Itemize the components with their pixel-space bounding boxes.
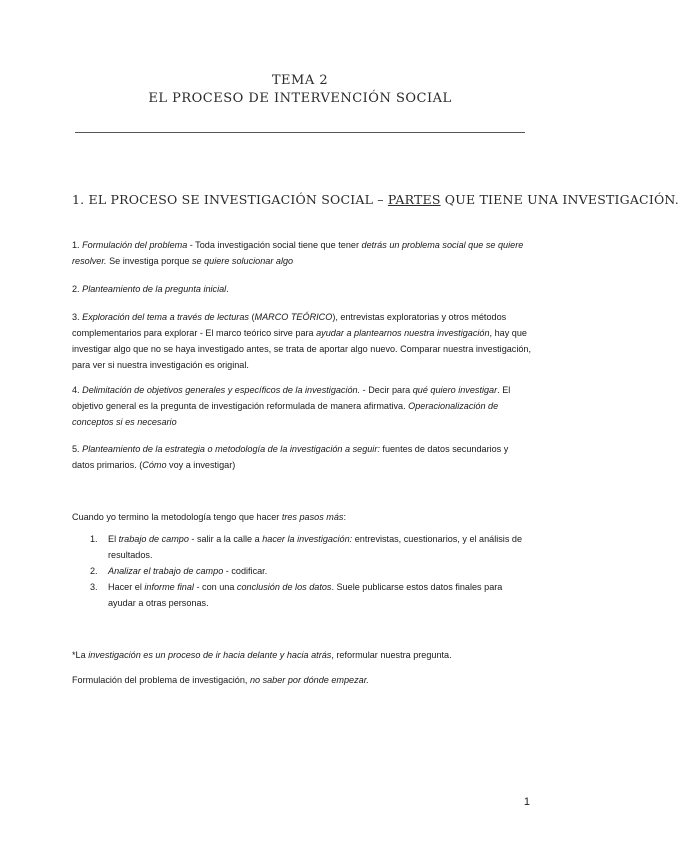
list-item <box>72 563 532 579</box>
list-item <box>72 579 532 611</box>
item-emphasis: qué quiero investigar <box>412 385 498 395</box>
steps-list <box>72 531 532 611</box>
section-heading-post: QUE TIENE UNA INVESTIGACIÓN. <box>440 192 679 207</box>
steps-intro-end: : <box>343 512 347 522</box>
item-text: voy a investigar) <box>166 460 236 470</box>
steps-intro-text: Cuando yo termino la metodología tengo que hacer <box>72 512 282 522</box>
item-2-paragraph <box>72 281 532 297</box>
list-item-text: - salir a la calle a <box>188 534 263 544</box>
item-text: . El objetivo general es la pregunta de investigación reformulada de manera afirmativa. <box>72 385 511 411</box>
item-text: - Toda investigación social tiene que tener <box>187 240 362 250</box>
item-emphasis: Cómo <box>142 460 167 470</box>
item-5-paragraph <box>72 441 532 473</box>
list-item-emphasis: Analizar el trabajo de campo <box>108 566 224 576</box>
section-heading-underlined: PARTES <box>387 192 441 207</box>
item-title: Formulación del problema <box>82 240 188 250</box>
list-item-emphasis: informe final <box>144 582 194 592</box>
page-number: 1 <box>523 796 530 808</box>
item-text: Se investiga porque <box>106 256 192 266</box>
list-item-text: entrevistas, cuestionarios, y el análisis de resultados. <box>108 534 523 560</box>
list-item-emphasis: hacer la investigación: <box>262 534 353 544</box>
final-text: Formulación del problema de investigación, <box>72 675 250 685</box>
item-number: 2. <box>72 284 80 294</box>
item-number: 5. <box>72 444 80 454</box>
list-item-text: El <box>108 534 119 544</box>
note-emphasis: investigación es un proceso de ir hacia delante y hacia atrás <box>88 650 332 660</box>
list-item <box>72 531 532 563</box>
note-text: *La <box>72 650 89 660</box>
item-4-paragraph <box>72 382 532 430</box>
item-emphasis: se quiere solucionar algo <box>191 256 294 266</box>
list-item-text: . Suele publicarse estos datos finales para ayudar a otras personas. <box>108 582 503 608</box>
list-item-number: 3. <box>90 582 98 592</box>
item-emphasis: Operacionalización de conceptos si es necesario <box>72 401 499 427</box>
item-3-paragraph <box>72 309 532 373</box>
title-block <box>0 72 600 108</box>
list-item-number: 1. <box>90 534 98 544</box>
item-number: 1. <box>72 240 80 250</box>
section-heading-pre: 1. EL PROCESO SE INVESTIGACIÓN SOCIAL – <box>72 192 388 207</box>
item-text: fuentes de datos secundarios y datos primarios. ( <box>72 444 509 470</box>
final-emphasis: no saber por dónde empezar. <box>249 675 369 685</box>
document-title: EL PROCESO DE INTERVENCIÓN SOCIAL <box>148 91 452 106</box>
note-text: , reformular nuestra pregunta. <box>331 650 452 660</box>
item-number: 4. <box>72 385 80 395</box>
list-item-text: Hacer el <box>108 582 145 592</box>
topic-number: TEMA 2 <box>271 73 329 88</box>
steps-intro <box>72 509 532 525</box>
item-text: , hay que investigar algo que no se haya investigado antes, se trata de aportar algo nuevo. Comparar nuestra investigación, para ver si nuestra investigación es original. <box>72 328 532 370</box>
item-emphasis: ayudar a plantearnos nuestra investigación <box>316 328 490 338</box>
final-paragraph <box>72 672 532 688</box>
item-title: Planteamiento de la estrategia o metodología de la investigación a seguir: <box>82 444 380 454</box>
item-title: Planteamiento de la pregunta inicial <box>82 284 227 294</box>
item-title: Exploración del tema a través de lecturas <box>82 312 249 322</box>
list-item-text: - con una <box>193 582 237 592</box>
item-1-paragraph <box>72 237 532 269</box>
note-paragraph <box>72 647 532 663</box>
item-emphasis: MARCO TEÓRICO <box>254 312 333 322</box>
list-item-number: 2. <box>90 566 98 576</box>
item-text: ( <box>248 312 255 322</box>
list-item-emphasis: conclusión de los datos <box>236 582 332 592</box>
item-text: ), entrevistas exploratorias y otros métodos complementarios para explorar - El marco teórico sirve para <box>72 312 507 338</box>
item-text: - Decir para <box>360 385 413 395</box>
item-emphasis: detrás un problema social que se quiere resolver. <box>72 240 524 266</box>
list-item-emphasis: trabajo de campo <box>118 534 189 544</box>
title-divider <box>75 132 525 133</box>
steps-intro-emphasis: tres pasos más <box>281 512 344 522</box>
item-number: 3. <box>72 312 80 322</box>
item-text: . <box>226 284 229 294</box>
section-heading <box>72 192 679 207</box>
item-title: Delimitación de objetivos generales y específicos de la investigación. <box>82 385 361 395</box>
list-item-text: - codificar. <box>223 566 268 576</box>
